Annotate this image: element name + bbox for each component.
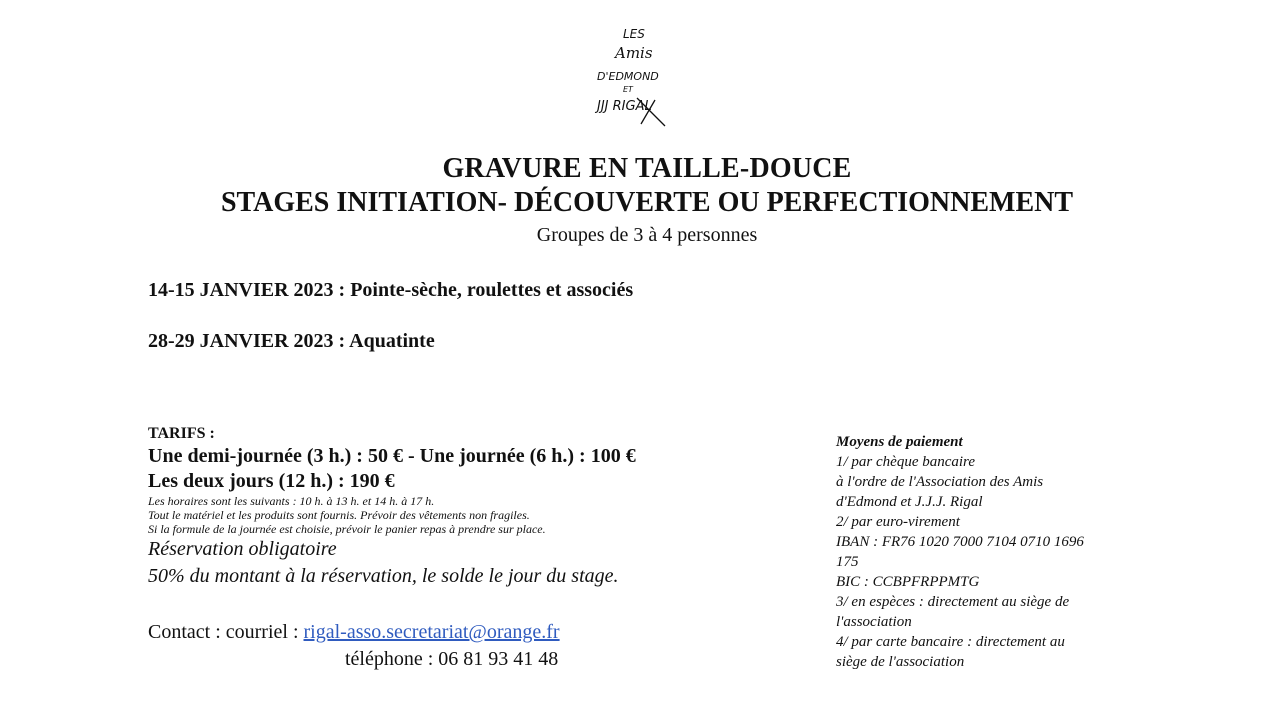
reservation-text: Réservation obligatoire bbox=[148, 538, 337, 560]
email-link[interactable]: rigal-asso.secretariat@orange.fr bbox=[303, 621, 560, 643]
header bbox=[0, 152, 1280, 248]
payment-line: siège de l'association bbox=[836, 654, 965, 670]
payment-line: 4/ par carte bancaire : directement au bbox=[836, 634, 1065, 650]
contact-label: Contact : courriel : bbox=[148, 621, 299, 643]
tarif-note-2: Tout le matériel et les produits sont fournis. Prévoir des vêtements non fragiles. bbox=[148, 508, 530, 522]
payment-line: d'Edmond et J.J.J. Rigal bbox=[836, 494, 983, 510]
logo-line-1: LES bbox=[623, 27, 645, 41]
association-logo bbox=[585, 20, 685, 130]
session-2-date: 28-29 JANVIER 2023 : bbox=[148, 330, 346, 352]
logo-line-4: ET bbox=[623, 85, 633, 94]
payment-line: 3/ en espèces : directement au siège de bbox=[836, 594, 1070, 610]
deposit-text: 50% du montant à la réservation, le solde le jour du stage. bbox=[148, 565, 619, 587]
payment-line: 1/ par chèque bancaire bbox=[836, 454, 975, 470]
logo-line-5: JJJ RIGAL bbox=[597, 99, 652, 114]
payment-line: 2/ par euro-virement bbox=[836, 514, 960, 530]
payment-section bbox=[836, 432, 1126, 672]
payment-line: BIC : CCBPFRPPMTG bbox=[836, 574, 980, 590]
payment-line: 175 bbox=[836, 554, 859, 570]
logo-svg bbox=[585, 20, 685, 130]
session-1-date: 14-15 JANVIER 2023 : bbox=[148, 279, 346, 301]
logo-line-2: Amis bbox=[615, 44, 653, 62]
tarifs-title: TARIFS : bbox=[148, 425, 215, 442]
title-line-2: STAGES INITIATION- DÉCOUVERTE OU PERFECTIONNEMENT bbox=[220, 187, 1074, 218]
payment-title: Moyens de paiement bbox=[836, 434, 963, 450]
phone-line: téléphone : 06 81 93 41 48 bbox=[345, 648, 559, 670]
payment-line: l'association bbox=[836, 614, 912, 630]
session-1-topic: Pointe-sèche, roulettes et associés bbox=[350, 279, 634, 301]
subtitle: Groupes de 3 à 4 personnes bbox=[536, 224, 758, 246]
contact-line bbox=[148, 619, 560, 646]
title-line-1: GRAVURE EN TAILLE-DOUCE bbox=[442, 153, 852, 184]
tarif-line-2: Les deux jours (12 h.) : 190 € bbox=[148, 470, 395, 492]
tarif-note-1: Les horaires sont les suivants : 10 h. à 13 h. et 14 h. à 17 h. bbox=[148, 494, 435, 508]
payment-line: IBAN : FR76 1020 7000 7104 0710 1696 bbox=[836, 534, 1084, 550]
tarif-note-3: Si la formule de la journée est choisie, prévoir le panier repas à prendre sur place. bbox=[148, 522, 546, 536]
tarifs-section bbox=[148, 424, 788, 590]
session-2 bbox=[148, 330, 435, 353]
session-2-topic: Aquatinte bbox=[349, 330, 435, 352]
tarif-line-1: Une demi-journée (3 h.) : 50 € - Une journée (6 h.) : 100 € bbox=[148, 445, 636, 467]
session-1 bbox=[148, 279, 633, 302]
payment-line: à l'ordre de l'Association des Amis bbox=[836, 474, 1044, 490]
logo-line-3: D'EDMOND bbox=[597, 70, 659, 83]
